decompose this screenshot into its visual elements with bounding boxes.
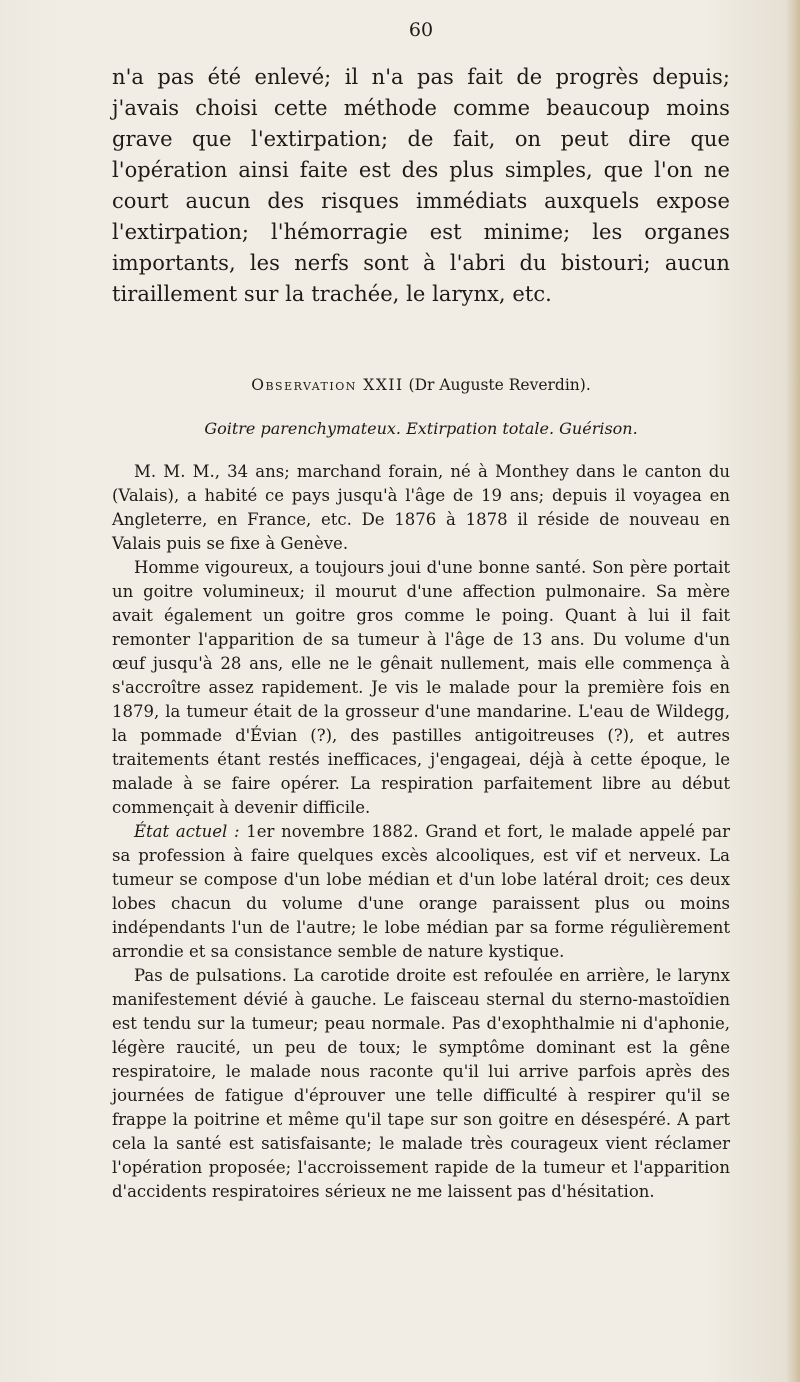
paragraph-history — [112, 556, 730, 820]
page-edge — [786, 0, 800, 1382]
observation-title: Goitre parenchymateux. Extirpation totale. Guérison. — [204, 419, 638, 438]
observation-author: (Dr Auguste Reverdin). — [408, 376, 591, 394]
paragraph-text: M. M. M., 34 ans; marchand forain, né à Monthey dans le canton du (Valais), a habité ce pays jusqu'à l'âge de 19 ans; depuis il voyagea en Angleterre, en France, etc. De 1876 à 1878 il réside de nouveau en Valais puis se fixe à Genève. — [112, 462, 730, 553]
paragraph-patient — [112, 460, 730, 556]
paragraph-lead: État actuel : — [134, 822, 240, 841]
page-number: 60 — [408, 19, 434, 41]
paragraph-text: 1er novembre 1882. Grand et fort, le malade appelé par sa profession à faire quelques excès alcooliques, est vif et nerveux. La tumeur se compose d'un lobe médian et d'un lobe latéral droit; ces deux lobes chacun du volume d'une orange paraissent plus ou moins indépendants l'un de l'autre; le lobe médian par sa forme régulièrement arrondie et sa consistance semble de nature kystique. — [112, 822, 730, 961]
observation-heading — [112, 374, 730, 396]
paragraph-text: Homme vigoureux, a toujours joui d'une bonne santé. Son père portait un goitre volumineux; il mourut d'une affection pulmonaire. Sa mère avait également un goitre gros comme le poing. Quant à lui il fait remonter l'apparition de sa tumeur à l'âge de 13 ans. Du volume d'un œuf jusqu'à 28 ans, elle ne le gênait nullement, mais elle commença à s'accroître assez rapidement. Je vis le malade pour la première fois en 1879, la tumeur était de la grosseur d'une mandarine. L'eau de Wildegg, la pommade d'Évian (?), des pastilles antigoitreuses (?), et autres traitements étant restés inefficaces, j'engageai, déjà à cette époque, le malade à se faire opérer. La respiration parfaitement libre au début commençait à devenir difficile. — [112, 558, 730, 817]
observation-body — [112, 460, 730, 1204]
observation-label: Observation XXII — [251, 376, 404, 394]
paragraph-etat-actuel — [112, 820, 730, 964]
paragraph-text: Pas de pulsations. La carotide droite est refoulée en arrière, le larynx manifestement dévié à gauche. Le faisceau sternal du sterno-mastoïdien est tendu sur la tumeur; peau normale. Pas d'exophthalmie ni d'aphonie, légère raucité, un peu de toux; le symptôme dominant est la gêne respiratoire, le malade nous raconte qu'il lui arrive parfois après des journées de fatigue d'éprouver une telle difficulté à respirer qu'il se frappe la poitrine et même qu'il tape sur son goitre en désespéré. A part cela la santé est satisfaisante; le malade très courageux vient réclamer l'opération proposée; l'accroissement rapide de la tumeur et l'apparition d'accidents respiratoires sérieux ne me laissent pas d'hésitation. — [112, 966, 730, 1201]
paragraph-symptoms — [112, 964, 730, 1204]
intro-paragraph: n'a pas été enlevé; il n'a pas fait de progrès depuis; j'avais choisi cette méthode comme beaucoup moins grave que l'extirpation; de fait, on peut dire que l'opération ainsi faite est des plus simples, que l'on ne court aucun des risques immédiats auxquels expose l'extirpation; l'hémorragie est minime; les organes importants, les nerfs sont à l'abri du bistouri; aucun tiraillement sur la trachée, le larynx, etc. — [112, 65, 730, 306]
